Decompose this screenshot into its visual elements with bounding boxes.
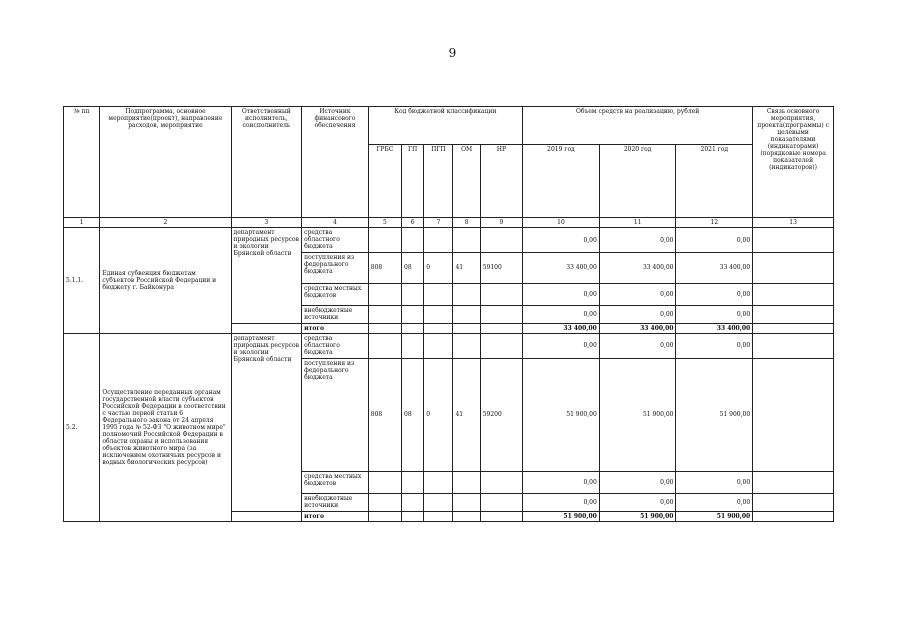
indicator-link-cell [753,252,834,283]
responsible-empty-cell [231,323,302,333]
budget-table [63,106,834,522]
column-number: 12 [676,217,753,227]
code-pgp: 0 [424,252,453,283]
header-number: № пп [64,107,100,218]
amount-y2019: 0,00 [523,494,600,511]
column-number: 5 [368,217,401,227]
code-om [453,511,480,521]
amount-y2021: 33 400,00 [676,252,753,283]
funding-source: итого [302,511,369,521]
header-subprogram: Подпрограмма, основное мероприятие(проект), направление расходов, мероприятие [100,107,231,218]
code-grbs [368,333,401,358]
indicator-link-cell [753,511,834,521]
funding-source: внебюджетные источники [302,494,369,511]
amount-y2021: 0,00 [676,333,753,358]
amount-y2020: 0,00 [599,471,676,494]
table-row [64,228,834,253]
code-pgp: 0 [424,358,453,471]
indicator-link-cell [753,494,834,511]
header-year-2019: 2019 год [523,145,600,218]
amount-y2019: 0,00 [523,283,600,306]
code-nr [480,333,522,358]
amount-y2019: 0,00 [523,333,600,358]
code-om [453,471,480,494]
code-pgp [424,471,453,494]
code-grbs [368,306,401,323]
table-row [64,333,834,358]
amount-y2019: 33 400,00 [523,252,600,283]
column-number: 2 [100,217,231,227]
code-om [453,333,480,358]
amount-y2019: 51 900,00 [523,511,600,521]
code-grbs: 808 [368,358,401,471]
amount-y2021: 33 400,00 [676,323,753,333]
indicator-link-cell [753,283,834,306]
header-gp: ГП [402,145,424,218]
code-gp: 08 [402,252,424,283]
code-nr [480,228,522,253]
funding-source: внебюджетные источники [302,306,369,323]
amount-y2020: 33 400,00 [599,323,676,333]
column-number: 4 [302,217,369,227]
section-name: Осуществление переданных органам государственной власти субъектов Российской Федерации в соответствии с частью первой статьи 6 Федерального закона от 24 апреля 1995 года № 52-ФЗ "О животном мире" полномочий Российской Федерации в области охраны и использования объектов животного мира (за исключением охотничьих ресурсов и водных биологических ресурсов) [100,333,231,521]
indicator-link-cell [753,306,834,323]
header-year-2021: 2021 год [676,145,753,218]
code-om [453,306,480,323]
code-om: 41 [453,252,480,283]
header-funds: Объем средств на реализацию, рублей [523,107,753,145]
amount-y2021: 0,00 [676,228,753,253]
column-number: 10 [523,217,600,227]
code-pgp [424,306,453,323]
code-nr [480,511,522,521]
code-pgp [424,228,453,253]
code-nr [480,471,522,494]
funding-source: средства областного бюджета [302,228,369,253]
code-grbs [368,471,401,494]
header-indicator-link: Связь основного мероприятия, проекта(программы) с целевыми показателями (индикаторами) (порядковые номера показателей (индикаторов)) [753,107,834,218]
column-number: 11 [599,217,676,227]
section-responsible: департамент природных ресурсов и экологии Брянской области [231,333,302,511]
amount-y2020: 0,00 [599,494,676,511]
page-number: 9 [448,46,457,60]
funding-source: средства областного бюджета [302,333,369,358]
code-pgp [424,333,453,358]
column-number-row [64,217,834,227]
amount-y2021: 51 900,00 [676,358,753,471]
amount-y2020: 33 400,00 [599,252,676,283]
code-pgp [424,511,453,521]
code-gp [402,228,424,253]
column-number: 1 [64,217,100,227]
header-pgp: ПГП [424,145,453,218]
code-om [453,283,480,306]
code-grbs [368,494,401,511]
code-nr [480,283,522,306]
amount-y2021: 0,00 [676,306,753,323]
code-om [453,494,480,511]
indicator-link-cell [753,471,834,494]
amount-y2020: 0,00 [599,333,676,358]
code-gp [402,511,424,521]
code-gp [402,333,424,358]
code-gp: 08 [402,358,424,471]
code-gp [402,306,424,323]
amount-y2021: 0,00 [676,283,753,306]
header-grbs: ГРБС [368,145,401,218]
section-number: 5.2. [64,333,100,521]
section-number: 5.1.1. [64,228,100,334]
funding-source: итого [302,323,369,333]
column-number: 7 [424,217,453,227]
amount-y2021: 0,00 [676,471,753,494]
code-grbs [368,283,401,306]
column-number: 13 [753,217,834,227]
header-budget-code: Код бюджетной классификации [368,107,522,145]
code-pgp [424,323,453,333]
code-nr: 59100 [480,252,522,283]
funding-source: средства местных бюджетов [302,283,369,306]
indicator-link-cell [753,323,834,333]
amount-y2021: 51 900,00 [676,511,753,521]
code-grbs [368,323,401,333]
column-number: 8 [453,217,480,227]
funding-source: поступления из федерального бюджета [302,252,369,283]
code-nr: 59200 [480,358,522,471]
amount-y2020: 51 900,00 [599,511,676,521]
section-responsible: департамент природных ресурсов и экологии Брянской области [231,228,302,324]
code-gp [402,283,424,306]
amount-y2021: 0,00 [676,494,753,511]
code-nr [480,306,522,323]
amount-y2019: 0,00 [523,471,600,494]
code-nr [480,494,522,511]
amount-y2020: 51 900,00 [599,358,676,471]
amount-y2019: 0,00 [523,228,600,253]
indicator-link-cell [753,333,834,358]
code-pgp [424,494,453,511]
amount-y2019: 0,00 [523,306,600,323]
code-gp [402,323,424,333]
indicator-link-cell [753,228,834,253]
code-grbs [368,511,401,521]
column-number: 3 [231,217,302,227]
amount-y2020: 0,00 [599,306,676,323]
funding-source: средства местных бюджетов [302,471,369,494]
header-nr: НР [480,145,522,218]
code-grbs [368,228,401,253]
code-om [453,323,480,333]
amount-y2020: 0,00 [599,283,676,306]
code-gp [402,471,424,494]
code-pgp [424,283,453,306]
code-gp [402,494,424,511]
code-om: 41 [453,358,480,471]
funding-source: поступления из федерального бюджета [302,358,369,471]
column-number: 6 [402,217,424,227]
amount-y2020: 0,00 [599,228,676,253]
code-om [453,228,480,253]
header-year-2020: 2020 год [599,145,676,218]
code-nr [480,323,522,333]
indicator-link-cell [753,358,834,471]
code-grbs: 808 [368,252,401,283]
amount-y2019: 51 900,00 [523,358,600,471]
amount-y2019: 33 400,00 [523,323,600,333]
header-source: Источник финансового обеспечения [302,107,369,218]
column-number: 9 [480,217,522,227]
header-responsible: Ответственный исполнитель, соисполнитель [231,107,302,218]
responsible-empty-cell [231,511,302,521]
section-name: Единая субвенция бюджетам субъектов Российской Федерации и бюджету г. Байконура [100,228,231,334]
header-om: ОМ [453,145,480,218]
